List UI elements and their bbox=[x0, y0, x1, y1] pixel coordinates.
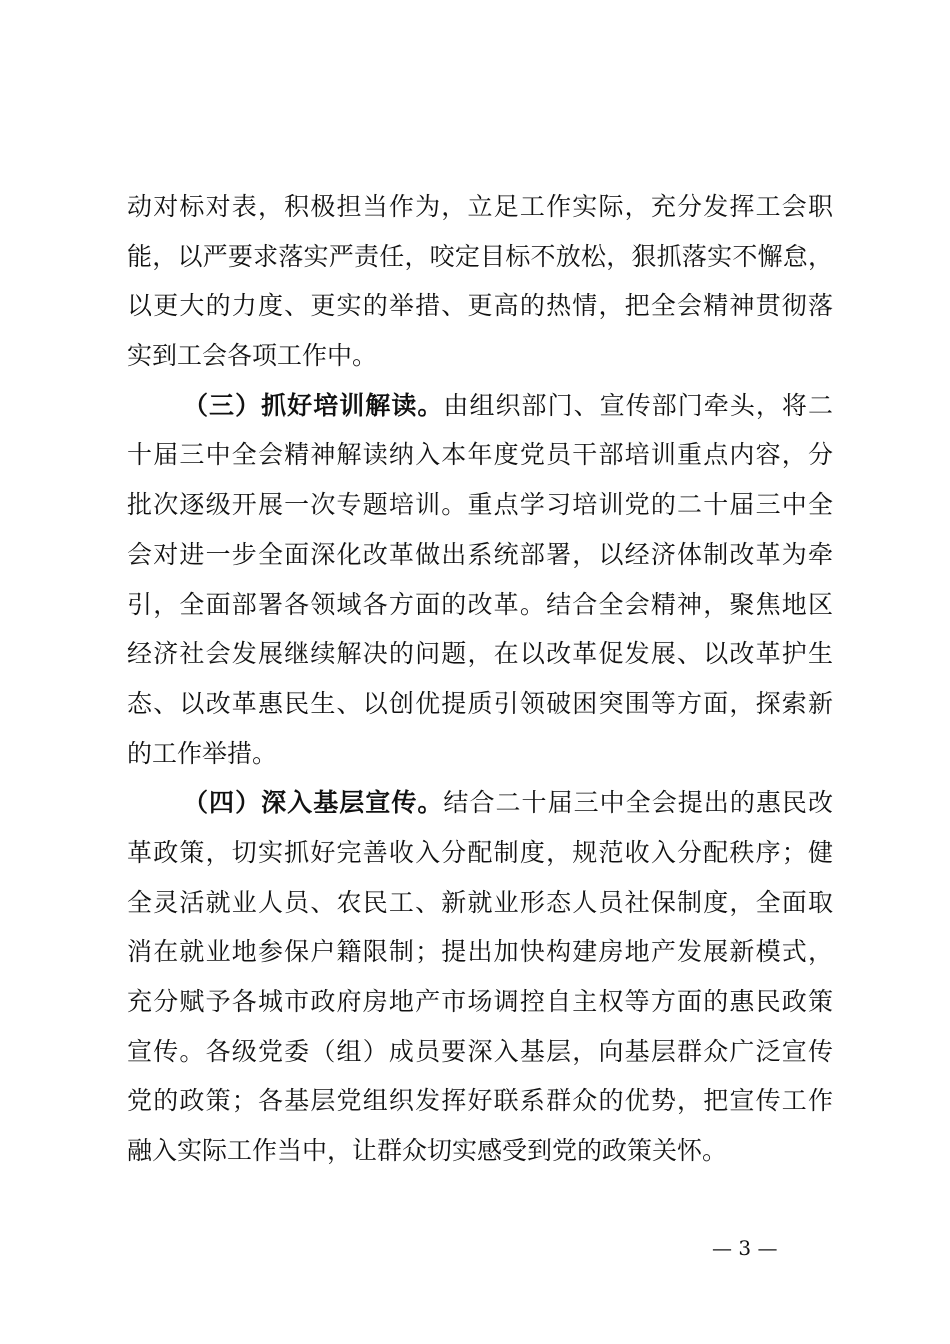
paragraph-line: 充分赋予各城市政府房地产市场调控自主权等方面的惠民政策 bbox=[127, 987, 833, 1016]
paragraph-line: 消在就业地参保户籍限制；提出加快构建房地产发展新模式， bbox=[127, 937, 833, 967]
paragraph-line: 党的政策；各基层党组织发挥好联系群众的优势，把宣传工作 bbox=[127, 1086, 833, 1116]
paragraph-text: 结合二十届三中全会提出的惠民改 bbox=[443, 788, 833, 818]
paragraph-line: 会对进一步全面深化改革做出系统部署，以经济体制改革为牵 bbox=[127, 539, 833, 569]
paragraph-text: 由组织部门、宣传部门牵头，将二 bbox=[443, 390, 833, 420]
paragraph-line: 十届三中全会精神解读纳入本年度党员干部培训重点内容，分 bbox=[127, 440, 833, 470]
paragraph-line: 动对标对表，积极担当作为，立足工作实际，充分发挥工会职 bbox=[127, 192, 833, 221]
section-heading-4: （四）深入基层宣传。 bbox=[183, 788, 444, 818]
paragraph-line: 宣传。各级党委（组）成员要深入基层，向基层群众广泛宣传 bbox=[127, 1036, 833, 1066]
paragraph-line: 批次逐级开展一次专题培训。重点学习培训党的二十届三中全 bbox=[127, 490, 833, 520]
paragraph-line: 实到工会各项工作中。 bbox=[127, 341, 378, 371]
paragraph-line: 经济社会发展继续解决的问题，在以改革促发展、以改革护生 bbox=[127, 639, 833, 669]
paragraph-line: 态、以改革惠民生、以创优提质引领破困突围等方面，探索新 bbox=[127, 688, 833, 718]
paragraph-line: 全灵活就业人员、农民工、新就业形态人员社保制度，全面取 bbox=[127, 887, 833, 917]
paragraph-line: 引，全面部署各领域各方面的改革。结合全会精神，聚焦地区 bbox=[127, 589, 833, 619]
paragraph-line: 革政策，切实抓好完善收入分配制度，规范收入分配秩序；健 bbox=[127, 837, 833, 867]
paragraph-line: 融入实际工作当中，让群众切实感受到党的政策关怀。 bbox=[127, 1136, 728, 1166]
paragraph-line: 能，以严要求落实严责任，咬定目标不放松，狠抓落实不懈怠， bbox=[127, 241, 833, 271]
paragraph-line: 的工作举措。 bbox=[127, 738, 278, 768]
page-number: — 3 — bbox=[712, 1236, 778, 1260]
section-heading-line bbox=[127, 381, 833, 431]
body-text bbox=[127, 182, 833, 1176]
section-heading-3: （三）抓好培训解读。 bbox=[183, 390, 444, 420]
paragraph-line: 以更大的力度、更实的举措、更高的热情，把全会精神贯彻落 bbox=[127, 291, 833, 321]
section-heading-line bbox=[127, 778, 833, 828]
